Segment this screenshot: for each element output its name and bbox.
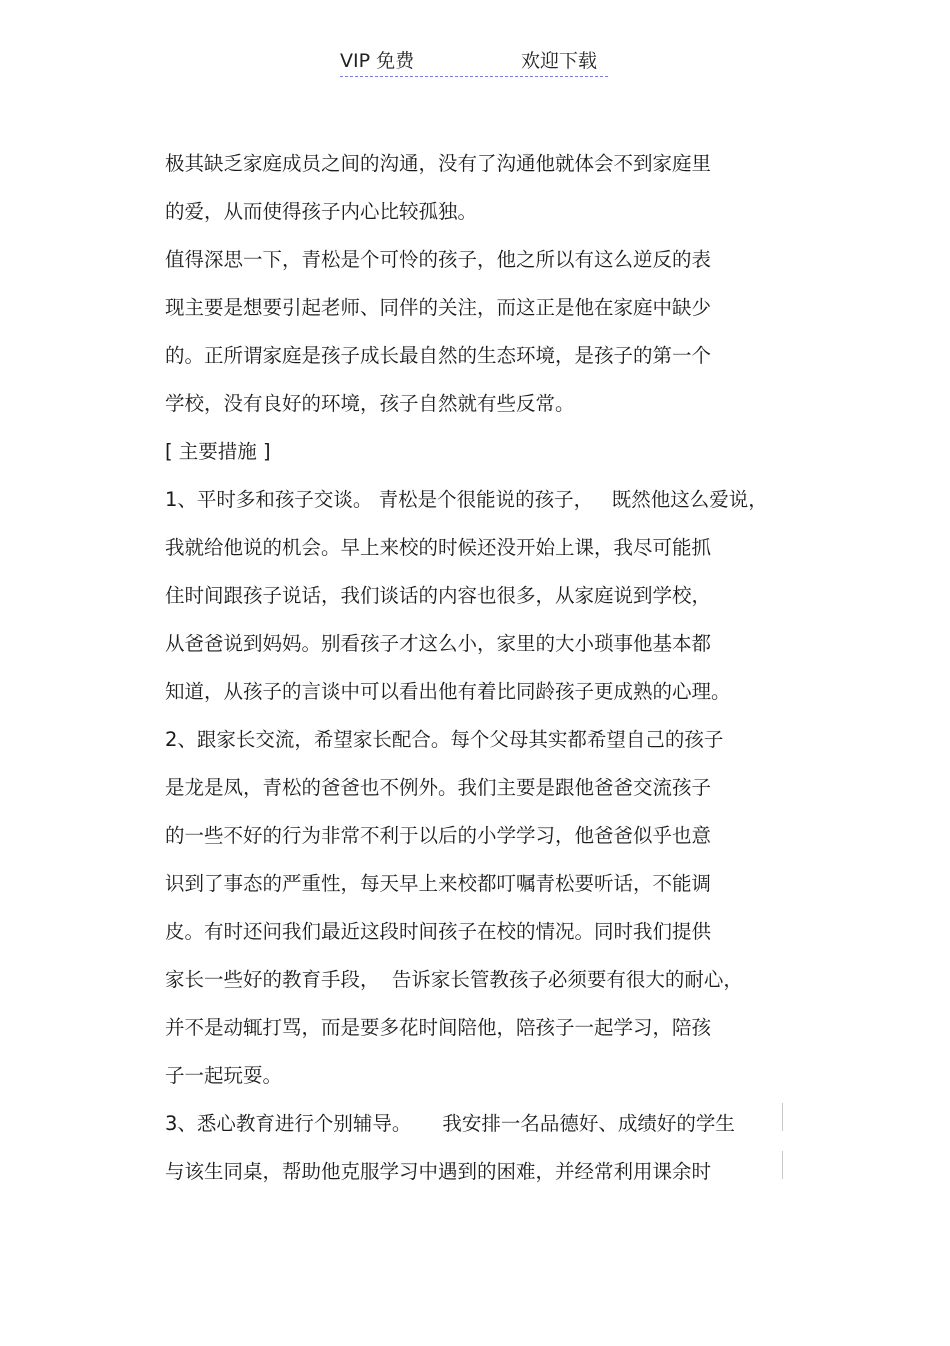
text-line: 的。正所谓家庭是孩子成长最自然的生态环境，是孩子的第一个 [165, 344, 712, 367]
text-line: 皮。有时还问我们最近这段时间孩子在校的情况。同时我们提供 [165, 920, 712, 943]
document-body [165, 140, 805, 1196]
text-line: 住时间跟孩子说话，我们谈话的内容也很多，从家庭说到学校， [165, 584, 712, 607]
header-welcome-download: 欢迎下载 [521, 50, 598, 72]
text-line: 是龙是凤，青松的爸爸也不例外。我们主要是跟他爸爸交流孩子 [165, 776, 712, 799]
text-line: 识到了事态的严重性，每天早上来校都叮嘱青松要听话，不能调 [165, 872, 712, 895]
text-line: 与该生同桌，帮助他克服学习中遇到的困难，并经常利用课余时 [165, 1160, 712, 1183]
text-line: 2、跟家长交流，希望家长配合。每个父母其实都希望自己的孩子 [165, 728, 724, 751]
text-line: 1、平时多和孩子交谈。 青松是个很能说的孩子， 既然他这么爱说， [165, 488, 768, 511]
text-line: 从爸爸说到妈妈。别看孩子才这么小，家里的大小琐事他基本都 [165, 632, 712, 655]
text-line: 极其缺乏家庭成员之间的沟通，没有了沟通他就体会不到家庭里 [165, 152, 712, 175]
text-line: 的一些不好的行为非常不利于以后的小学学习，他爸爸似乎也意 [165, 824, 712, 847]
text-line: 的爱，从而使得孩子内心比较孤独。 [165, 200, 478, 223]
text-line: 3、悉心教育进行个别辅导。 我安排一名品德好、成绩好的学生 [165, 1112, 735, 1135]
text-line: 子一起玩耍。 [165, 1064, 283, 1087]
text-line: 学校，没有良好的环境，孩子自然就有些反常。 [165, 392, 575, 415]
text-line: 现主要是想要引起老师、同伴的关注，而这正是他在家庭中缺少 [165, 296, 712, 319]
section-heading: [ 主要措施 ] [165, 440, 271, 463]
margin-mark [782, 1103, 783, 1131]
text-line: 值得深思一下，青松是个可怜的孩子，他之所以有这么逆反的表 [165, 248, 712, 271]
margin-mark [782, 1151, 783, 1179]
text-line: 家长一些好的教育手段， 告诉家长管教孩子必须要有很大的耐心， [165, 968, 743, 991]
text-line: 知道，从孩子的言谈中可以看出他有着比同龄孩子更成熟的心理。 [165, 680, 731, 703]
text-line: 我就给他说的机会。早上来校的时候还没开始上课，我尽可能抓 [165, 536, 712, 559]
text-line: 并不是动辄打骂，而是要多花时间陪他，陪孩子一起学习，陪孩 [165, 1016, 712, 1039]
page-header [340, 48, 608, 77]
header-vip-free: VIP 免费 [340, 50, 415, 72]
